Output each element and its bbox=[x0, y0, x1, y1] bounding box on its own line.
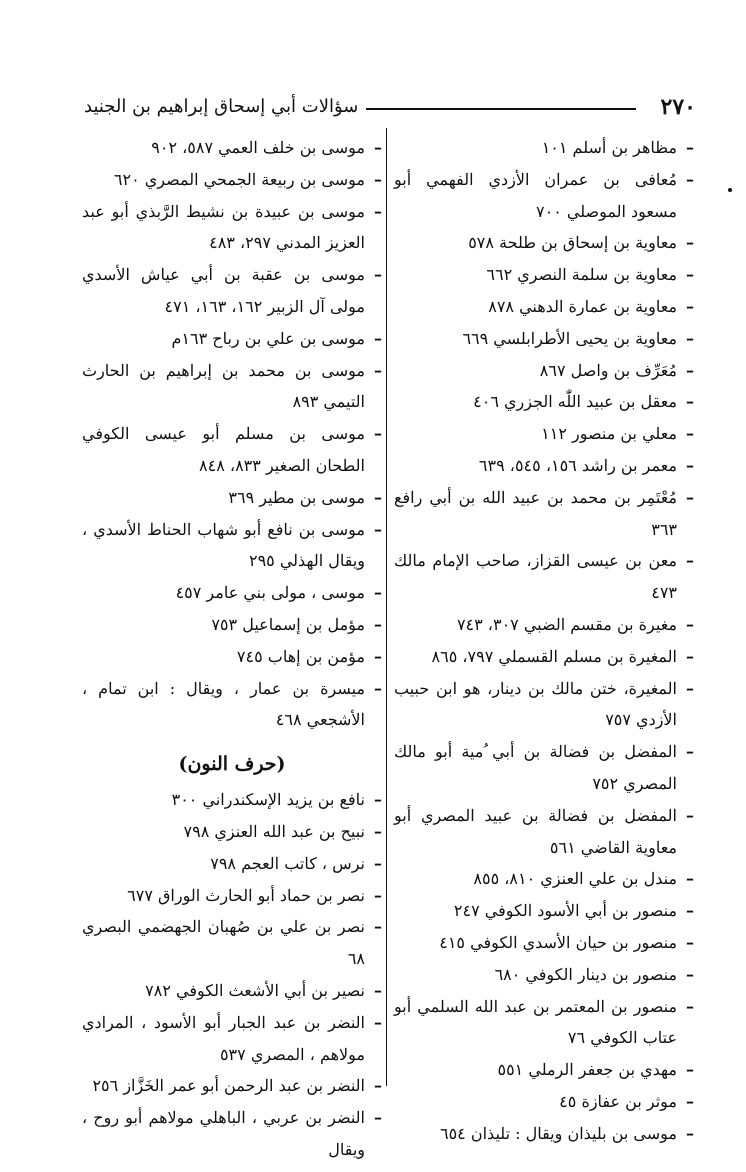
entry-dash: – bbox=[374, 1108, 382, 1128]
entry-dash: – bbox=[686, 1123, 694, 1143]
entry-dash: – bbox=[686, 901, 694, 921]
entry-dash: – bbox=[686, 360, 694, 380]
entry-text: معاوية بن سلمة النصري ٦٦٢ bbox=[486, 265, 677, 285]
entry-dash: – bbox=[686, 233, 694, 253]
entry-text: نرس ، كاتب العجم ٧٩٨ bbox=[210, 853, 365, 873]
index-entry bbox=[394, 1054, 694, 1086]
entry-text: موسى بن مسلم أبو عيسى الكوفي الطحان الصغير ٨٣٣، ٨٤٨ bbox=[82, 424, 365, 475]
index-entry bbox=[394, 323, 694, 355]
index-entry bbox=[82, 784, 382, 816]
entry-text: منصور بن دينار الكوفي ٦٨٠ bbox=[494, 964, 677, 984]
entry-text: موسى بن علي بن رباح ١٦٣م bbox=[171, 328, 365, 348]
entry-dash: – bbox=[686, 742, 694, 762]
index-entry bbox=[82, 355, 382, 419]
entry-dash: – bbox=[686, 614, 694, 634]
section-heading: (حرف النون) bbox=[178, 753, 286, 776]
entry-text: مؤمن بن إهاب ٧٤٥ bbox=[236, 646, 365, 666]
entry-dash: – bbox=[686, 487, 694, 507]
entry-text: موسى ، مولى بني عامر ٤٥٧ bbox=[175, 583, 365, 603]
index-entry bbox=[82, 975, 382, 1007]
entry-text: ميسرة بن عمار ، ويقال : ابن تمام ، الأشجعي ٤٦٨ bbox=[82, 678, 365, 730]
entry-dash: – bbox=[374, 519, 382, 539]
entry-dash: – bbox=[374, 646, 382, 666]
index-entry bbox=[82, 848, 382, 880]
entry-text: موثر بن عفازة ٤٥ bbox=[559, 1091, 677, 1111]
index-entry bbox=[394, 800, 694, 864]
entry-dash: – bbox=[374, 1076, 382, 1096]
entry-text: المغيرة، ختن مالك بن دينار، هو ابن حبيب الأزدي ٧٥٧ bbox=[394, 678, 677, 730]
index-entry bbox=[82, 577, 382, 609]
entry-dash: – bbox=[374, 360, 382, 380]
page-header bbox=[84, 92, 696, 126]
entry-dash: – bbox=[686, 869, 694, 889]
entry-text: مُعْتَمِر بن محمد بن عبيد الله بن أبي رافع ٣٦٣ bbox=[394, 487, 677, 539]
index-entry bbox=[82, 911, 382, 975]
index-entry bbox=[394, 927, 694, 959]
index-entry bbox=[82, 816, 382, 848]
index-entry bbox=[394, 227, 694, 259]
entry-dash: – bbox=[374, 138, 382, 157]
entry-text: نافع بن يزيد الإسكندراني ٣٠٠ bbox=[171, 790, 365, 810]
index-entry bbox=[394, 418, 694, 450]
column-divider bbox=[386, 128, 387, 1086]
index-entry bbox=[82, 673, 382, 737]
entry-text: النضر بن عربي ، الباهلي مولاهم أبو روح ، ويقال bbox=[82, 1108, 365, 1159]
index-entry bbox=[394, 132, 694, 164]
index-entry bbox=[394, 482, 694, 546]
entry-dash: – bbox=[374, 265, 382, 285]
entry-dash: – bbox=[374, 821, 382, 841]
entry-dash: – bbox=[686, 646, 694, 666]
entry-text: المفضل بن فضالة بن عبيد المصري أبو معاوية القاضي ٥٦١ bbox=[394, 805, 677, 857]
entry-dash: – bbox=[374, 487, 382, 507]
index-entry bbox=[82, 1007, 382, 1071]
entry-text: مغيرة بن مقسم الضبي ٣٠٧، ٧٤٣ bbox=[456, 614, 677, 634]
entry-text: موسى بن عبيدة بن نشيط الرَّبذي أبو عبد العزيز المدني ٢٩٧، ٤٨٣ bbox=[82, 201, 365, 253]
index-entry bbox=[394, 259, 694, 291]
index-entry bbox=[394, 673, 694, 737]
index-entry bbox=[82, 482, 382, 514]
entry-text: المفضل بن فضالة بن أبي ُمية أبو مالك المصري ٧٥٢ bbox=[394, 742, 677, 793]
entry-dash: – bbox=[686, 138, 694, 157]
entry-dash: – bbox=[374, 790, 382, 810]
index-entry bbox=[394, 1086, 694, 1118]
index-entry bbox=[394, 609, 694, 641]
entry-dash: – bbox=[374, 424, 382, 444]
entry-dash: – bbox=[686, 551, 694, 571]
index-entry bbox=[82, 323, 382, 355]
entry-dash: – bbox=[374, 885, 382, 905]
entry-text: النضر بن عبد الرحمن أبو عمر الخَزَّاز ٢٥٦ bbox=[92, 1076, 365, 1096]
entry-text: مُعَرِّف بن واصل ٨٦٧ bbox=[539, 360, 677, 380]
entry-dash: – bbox=[686, 678, 694, 698]
index-entry bbox=[394, 1118, 694, 1150]
entry-dash: – bbox=[686, 392, 694, 412]
entry-text: المغيرة بن مسلم القسملي ٧٩٧، ٨٦٥ bbox=[431, 646, 677, 666]
entry-text: مهدي بن جعفر الرملي ٥٥١ bbox=[497, 1060, 677, 1080]
index-entry bbox=[82, 1102, 382, 1166]
index-entry bbox=[394, 736, 694, 800]
index-entry bbox=[82, 1070, 382, 1102]
entry-dash: – bbox=[374, 201, 382, 221]
index-entry bbox=[394, 355, 694, 387]
index-entry bbox=[82, 514, 382, 578]
running-title: سؤالات أبي إسحاق إبراهيم بن الجنيد bbox=[84, 96, 359, 117]
entry-text: منصور بن حيان الأسدي الكوفي ٤١٥ bbox=[439, 932, 677, 952]
entry-text: مظاهر بن أسلم ١٠١ bbox=[541, 138, 677, 157]
index-entry bbox=[394, 450, 694, 482]
index-entry bbox=[82, 641, 382, 673]
index-entry bbox=[394, 991, 694, 1055]
index-entry bbox=[82, 418, 382, 482]
page-dot bbox=[728, 188, 732, 192]
index-entry bbox=[394, 959, 694, 991]
entry-text: مؤمل بن إسماعيل ٧٥٣ bbox=[211, 614, 365, 634]
index-entry bbox=[82, 880, 382, 912]
entry-text: موسى بن مطير ٣٦٩ bbox=[228, 487, 365, 507]
entry-dash: – bbox=[686, 455, 694, 475]
entry-dash: – bbox=[686, 169, 694, 189]
index-entry bbox=[82, 609, 382, 641]
index-entry bbox=[82, 259, 382, 323]
index-entry bbox=[394, 164, 694, 228]
index-entry bbox=[82, 164, 382, 196]
entry-dash: – bbox=[686, 296, 694, 316]
index-entry bbox=[394, 641, 694, 673]
entry-dash: – bbox=[686, 1091, 694, 1111]
entry-dash: – bbox=[686, 328, 694, 348]
entry-text: نصير بن أبي الأشعث الكوفي ٧٨٢ bbox=[145, 980, 365, 1000]
index-entry bbox=[394, 545, 694, 609]
entry-text: معن بن عيسى القزاز، صاحب الإمام مالك ٤٧٣ bbox=[394, 551, 677, 603]
entry-dash: – bbox=[686, 424, 694, 444]
entry-text: موسى بن بليذان ويقال : تليذان ٦٥٤ bbox=[439, 1123, 677, 1143]
entry-text: نبيح بن عبد الله العنزي ٧٩٨ bbox=[183, 821, 365, 841]
entry-dash: – bbox=[374, 583, 382, 603]
entry-text: نصر بن حماد أبو الحارث الوراق ٦٧٧ bbox=[127, 885, 365, 905]
entry-text: مُعافى بن عمران الأزدي الفهمي أبو مسعود الموصلي ٧٠٠ bbox=[394, 169, 677, 221]
entry-text: موسى بن ربيعة الجمحي المصري ٦٢٠ bbox=[113, 169, 365, 189]
entry-text: منصور بن أبي الأسود الكوفي ٢٤٧ bbox=[453, 901, 677, 921]
entry-dash: – bbox=[374, 169, 382, 189]
index-entry bbox=[394, 863, 694, 895]
entry-dash: – bbox=[374, 917, 382, 937]
entry-text: معقل بن عبيد اللّٰه الجزري ٤٠٦ bbox=[473, 392, 677, 412]
entry-dash: – bbox=[374, 614, 382, 634]
index-entry bbox=[82, 196, 382, 260]
page-number: ٢٧٠ bbox=[660, 94, 696, 120]
entry-dash: – bbox=[686, 964, 694, 984]
entry-text: معلي بن منصور ١١٢ bbox=[541, 424, 677, 444]
entry-dash: – bbox=[686, 805, 694, 825]
entry-text: موسى بن نافع أبو شهاب الحناط الأسدي ، ويقال الهذلي ٢٩٥ bbox=[82, 519, 365, 571]
entry-text: موسى بن محمد بن إبراهيم بن الحارث التيمي ٨٩٣ bbox=[82, 360, 365, 412]
entry-text: موسى بن خلف العمي ٥٨٧، ٩٠٢ bbox=[151, 138, 365, 157]
index-entry bbox=[394, 291, 694, 323]
entry-text: منصور بن المعتمر بن عبد الله السلمي أبو عتاب الكوفي ٧٦ bbox=[394, 996, 677, 1048]
index-entry bbox=[82, 132, 382, 164]
entry-dash: – bbox=[374, 328, 382, 348]
entry-text: موسى بن عقبة بن أبي عياش الأسدي مولى آل الزبير ١٦٢، ١٦٣، ٤٧١ bbox=[82, 265, 365, 316]
entry-text: معاوية بن عمارة الدهني ٨٧٨ bbox=[488, 296, 677, 316]
entry-dash: – bbox=[686, 265, 694, 285]
index-column-left bbox=[82, 132, 382, 1166]
entry-dash: – bbox=[686, 1060, 694, 1080]
index-column-right bbox=[394, 132, 694, 1150]
entry-dash: – bbox=[374, 980, 382, 1000]
entry-text: مندل بن علي العنزي ٨١٠، ٨٥٥ bbox=[473, 869, 677, 889]
header-rule bbox=[366, 108, 636, 110]
entry-dash: – bbox=[686, 996, 694, 1016]
entry-dash: – bbox=[374, 853, 382, 873]
entry-text: نصر بن علي بن صُهبان الجهضمي البصري ٦٨ bbox=[82, 917, 365, 969]
entry-text: معمر بن راشد ١٥٦، ٥٤٥، ٦٣٩ bbox=[478, 455, 677, 475]
entry-text: النضر بن عبد الجبار أبو الأسود ، المرادي مولاهم ، المصري ٥٣٧ bbox=[82, 1012, 365, 1064]
entry-dash: – bbox=[686, 932, 694, 952]
entry-text: معاوية بن يحيى الأطرابلسي ٦٦٩ bbox=[462, 328, 677, 348]
entry-dash: – bbox=[374, 678, 382, 698]
entry-dash: – bbox=[374, 1012, 382, 1032]
entry-text: معاوية بن إسحاق بن طلحة ٥٧٨ bbox=[468, 233, 677, 253]
index-entry bbox=[394, 386, 694, 418]
index-entry bbox=[394, 895, 694, 927]
